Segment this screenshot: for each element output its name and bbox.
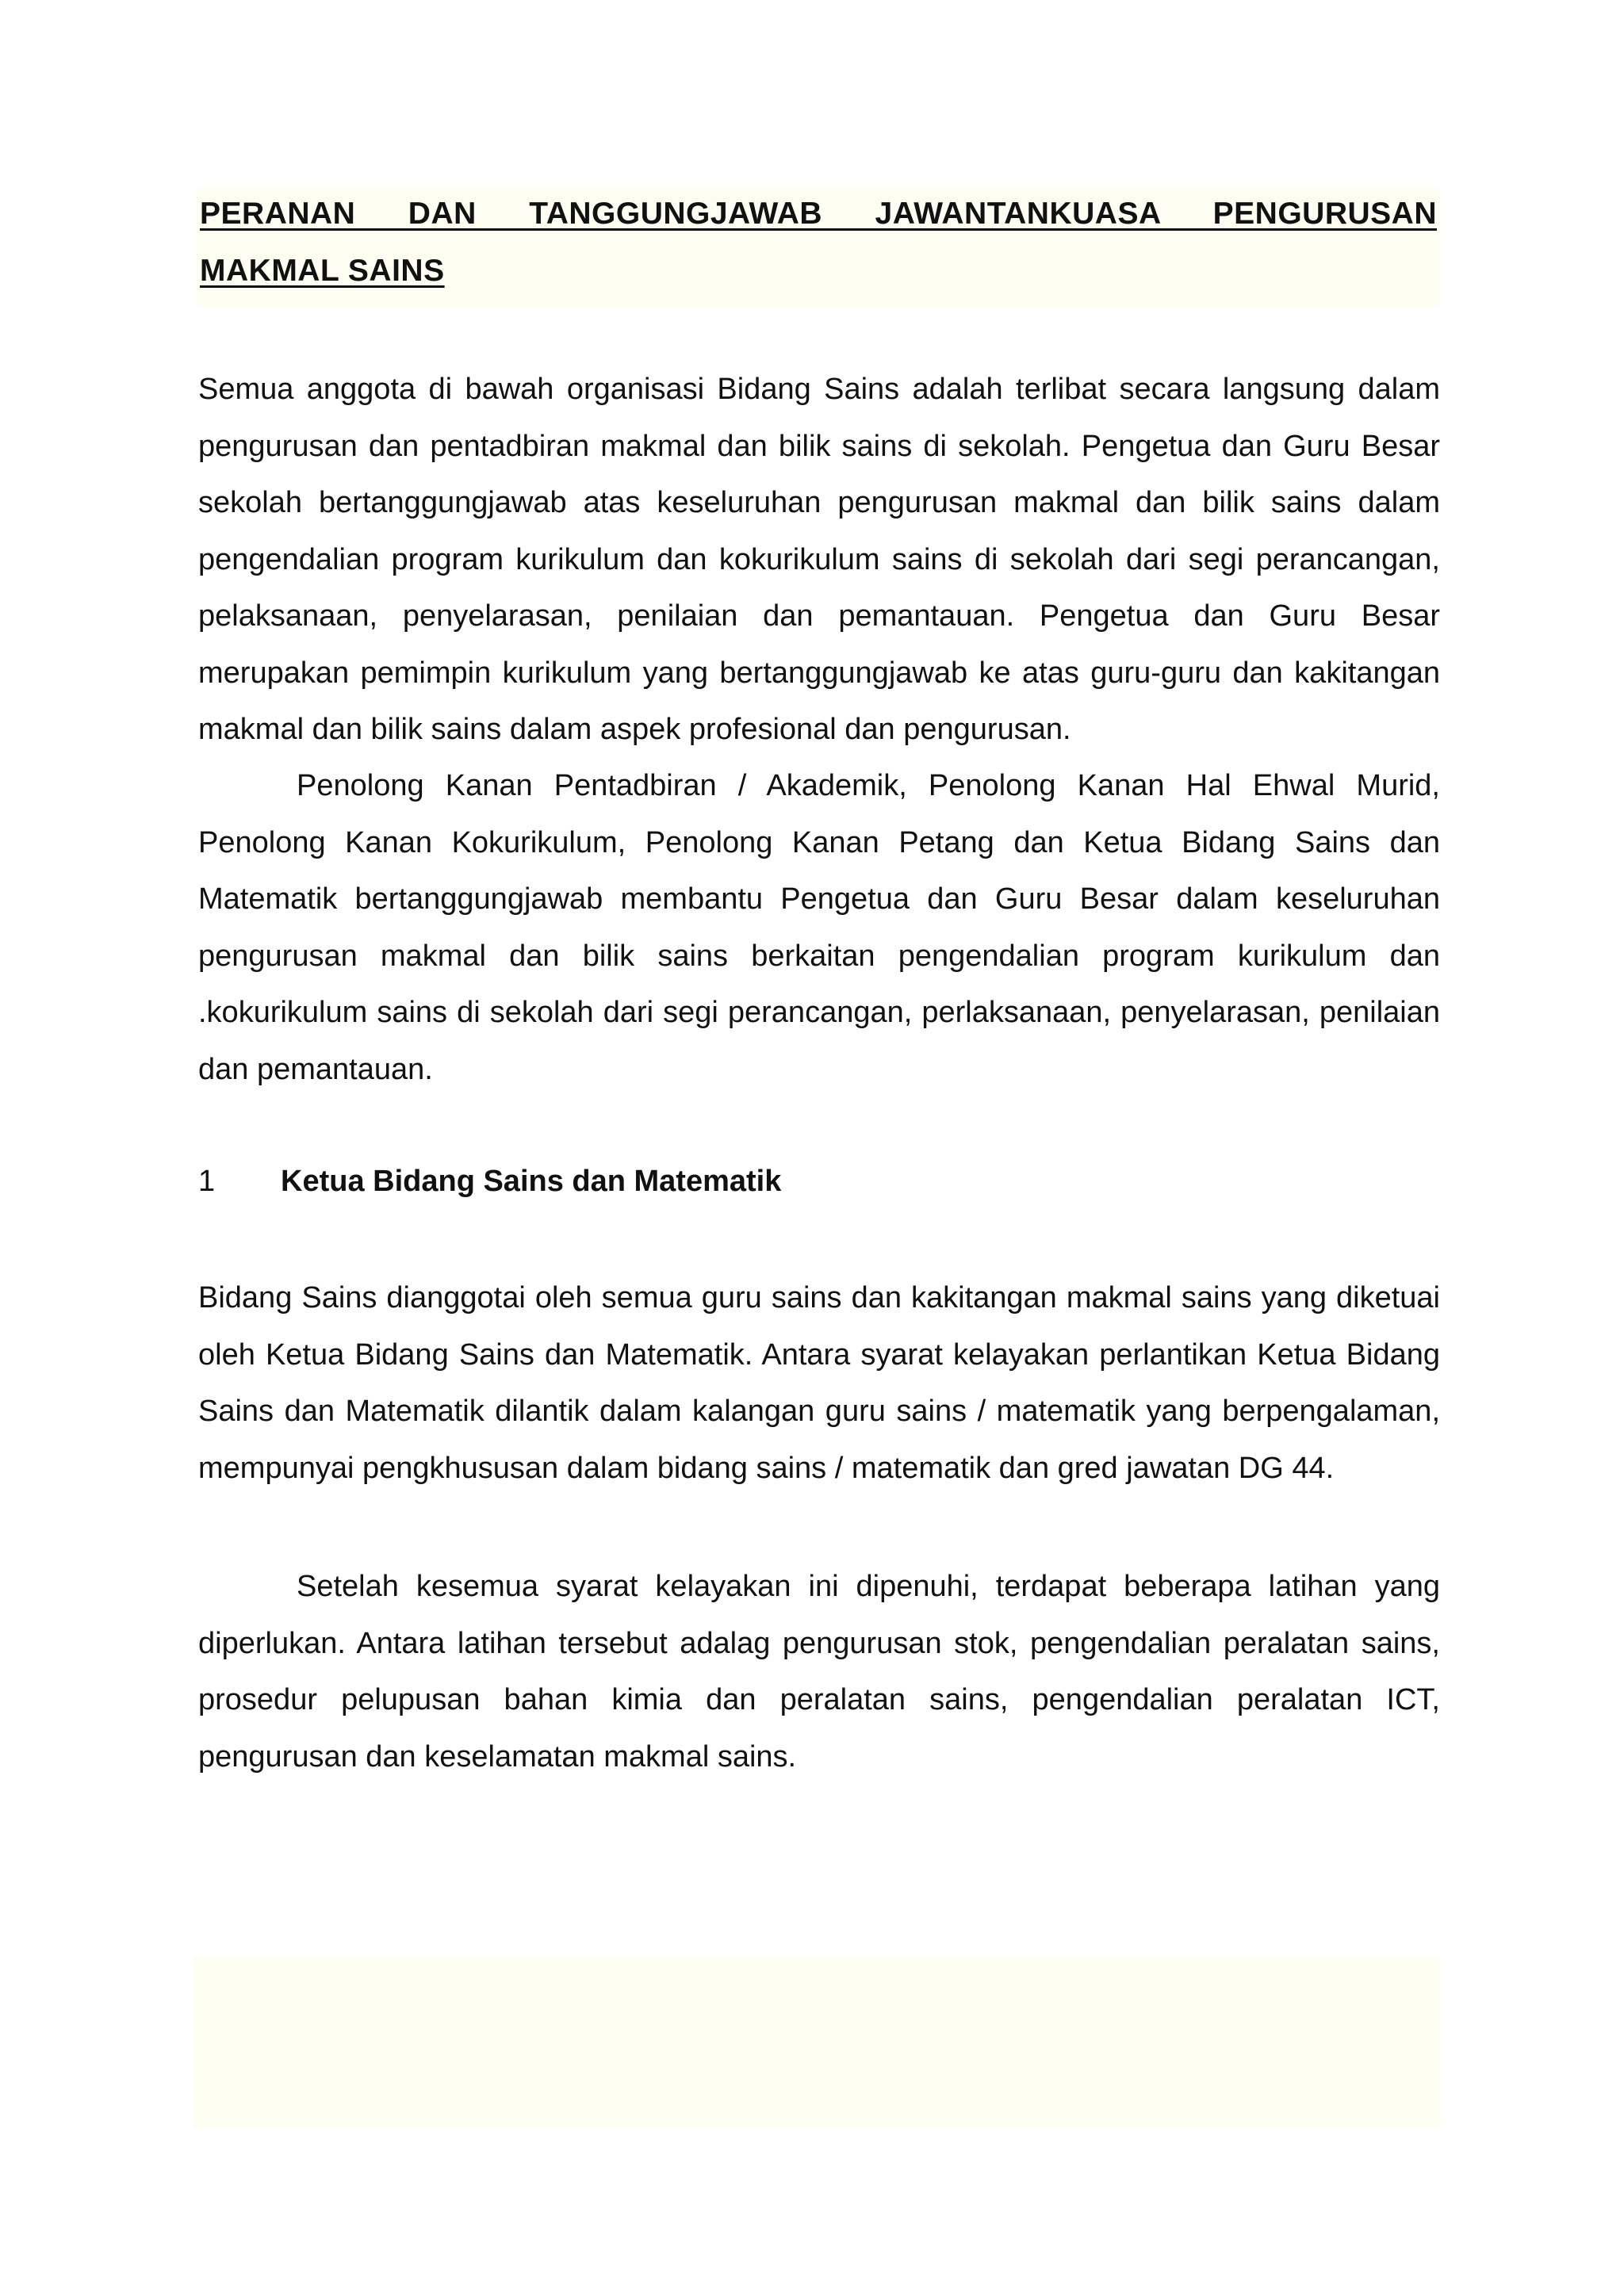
bidang-sains-paragraph: Bidang Sains dianggotai oleh semua guru sains dan kakitangan makmal sains yang diketuai oleh Ketua Bidang Sains dan Matematik. Antara syarat kelayakan perlantikan Ketua Bidang Sains dan Matematik dilantik dalam kalangan guru sains / matematik yang berpengalaman, mempunyai pengkhususan dalam bidang sains / matematik dan gred jawatan DG 44. xyxy=(198,1281,1440,1485)
section-heading xyxy=(198,1158,1440,1205)
section-title: Ketua Bidang Sains dan Matematik xyxy=(281,1165,782,1198)
document-title-line-2: MAKMAL SAINS xyxy=(200,254,445,288)
intro-paragraph: Semua anggota di bawah organisasi Bidang Sains adalah terlibat secara langsung dalam pengurusan dan pentadbiran makmal dan bilik sains di sekolah. Pengetua dan Guru Besar sekolah bertanggungjawab atas keseluruhan pengurusan makmal dan bilik sains dalam pengendalian program kurikulum dan kokurikulum sains di sekolah dari segi perancangan, pelaksanaan, penyelarasan, penilaian dan pemantauan. Pengetua dan Guru Besar merupakan pemimpin kurikulum yang bertanggungjawab ke atas guru-guru dan kakitangan makmal dan bilik sains dalam aspek profesional dan pengurusan. xyxy=(198,373,1440,746)
latihan-paragraph: Setelah kesemua syarat kelayakan ini dipenuhi, terdapat beberapa latihan yang diperlukan. Antara latihan tersebut adalag pengurusan stok, pengendalian peralatan sains, prosedur pelupusan bahan kimia dan peralatan sains, pengendalian peralatan ICT, pengurusan dan keselamatan makmal sains. xyxy=(198,1570,1440,1774)
section-number: 1 xyxy=(198,1165,216,1198)
document-title-line-1: PERANAN DAN TANGGUNGJAWAB JAWANTANKUASA PENGURUSAN xyxy=(200,197,1437,231)
penolong-kanan-paragraph: Penolong Kanan Pentadbiran / Akademik, Penolong Kanan Hal Ehwal Murid, Penolong Kanan Kokurikulum, Penolong Kanan Petang dan Ketua Bidang Sains dan Matematik bertanggungjawab membantu Pengetua dan Guru Besar dalam keseluruhan pengurusan makmal dan bilik sains berkaitan pengendalian program kurikulum dan .kokurikulum sains di sekolah dari segi perancangan, perlaksanaan, penyelarasan, penilaian dan pemantauan. xyxy=(198,769,1440,1086)
footer-highlight-band xyxy=(193,1957,1440,2128)
